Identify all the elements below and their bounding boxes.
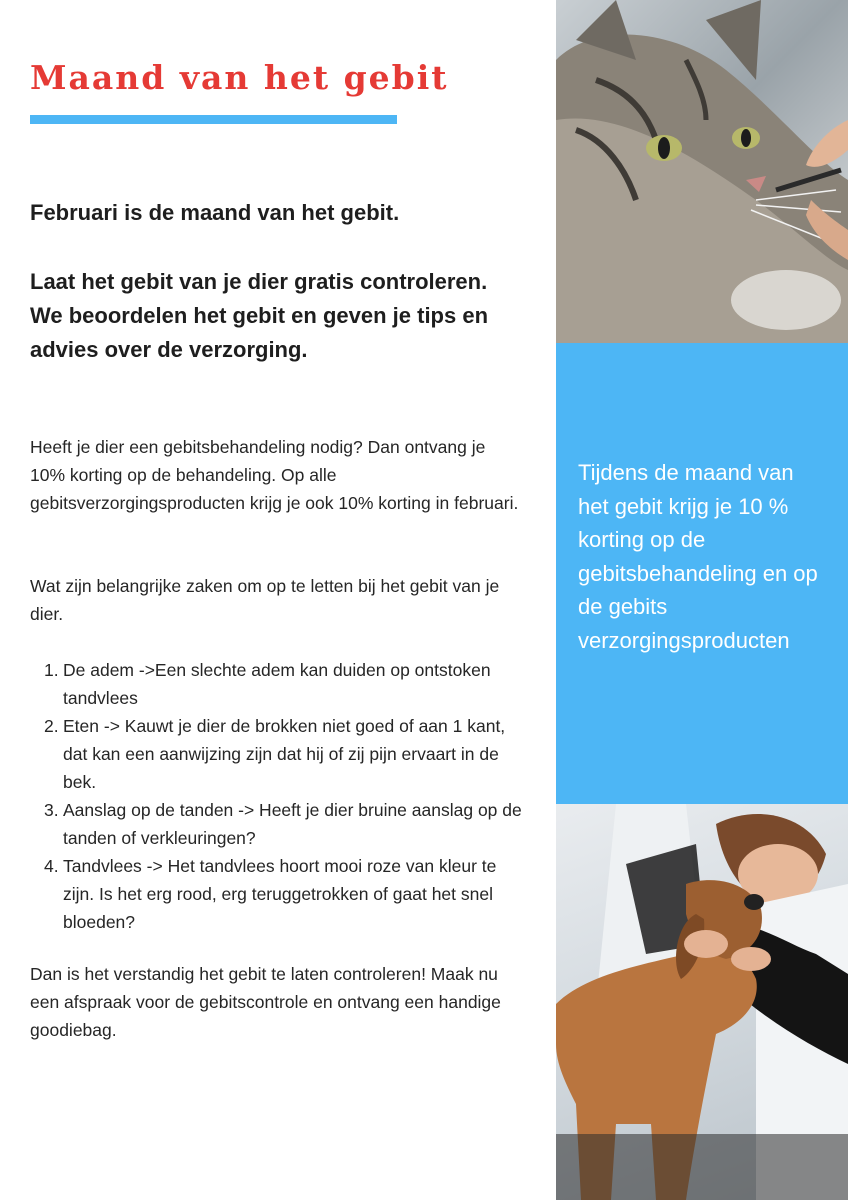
checklist-intro: Wat zijn belangrijke zaken om op te letten bij het gebit van je dier. <box>30 576 500 624</box>
list-item <box>30 712 530 796</box>
image-sidebar <box>556 0 848 1200</box>
list-item-number: 4. <box>44 856 59 876</box>
title-underline <box>30 115 397 124</box>
list-item-number: 1. <box>44 660 59 680</box>
list-item-number: 2. <box>44 716 59 736</box>
lead-offer: Laat het gebit van je dier gratis controleren. We beoordelen het gebit en geven je tips en advies over de verzorging. <box>30 269 489 362</box>
cat-dental-check-photo <box>556 0 848 343</box>
list-item-number: 3. <box>44 800 59 820</box>
list-item <box>30 796 530 852</box>
list-item <box>30 656 530 712</box>
closing-paragraph: Dan is het verstandig het gebit te laten controleren! Maak nu een afspraak voor de gebitscontrole en ontvang een handige goodiebag. <box>30 964 501 1040</box>
lead-statement: Februari is de maand van het gebit. <box>30 200 400 225</box>
vet-with-dog-photo <box>556 804 848 1200</box>
list-item-text: Eten -> Kauwt je dier de brokken niet goed of aan 1 kant, dat kan een aanwijzing zijn dat hij of zij pijn ervaart in de bek. <box>63 716 506 792</box>
discount-paragraph: Heeft je dier een gebitsbehandeling nodig? Dan ontvang je 10% korting op de behandeling. Op alle gebitsverzorgingsproducten krijg je ook 10% korting in februari. <box>30 437 519 513</box>
list-item-text: Tandvlees -> Het tandvlees hoort mooi roze van kleur te zijn. Is het erg rood, erg teruggetrokken of gaat het snel bloeden? <box>63 856 497 932</box>
page-title: Maand van het gebit <box>30 58 449 97</box>
list-item <box>30 852 530 936</box>
checklist <box>30 656 530 936</box>
promo-text: Tijdens de maand van het gebit krijg je 10 % korting op de gebitsbehandeling en op de gebits verzorgingsproducten <box>578 460 818 653</box>
list-item-text: Aanslag op de tanden -> Heeft je dier bruine aanslag op de tanden of verkleuringen? <box>63 800 522 848</box>
list-item-text: De adem ->Een slechte adem kan duiden op ontstoken tandvlees <box>63 660 491 708</box>
